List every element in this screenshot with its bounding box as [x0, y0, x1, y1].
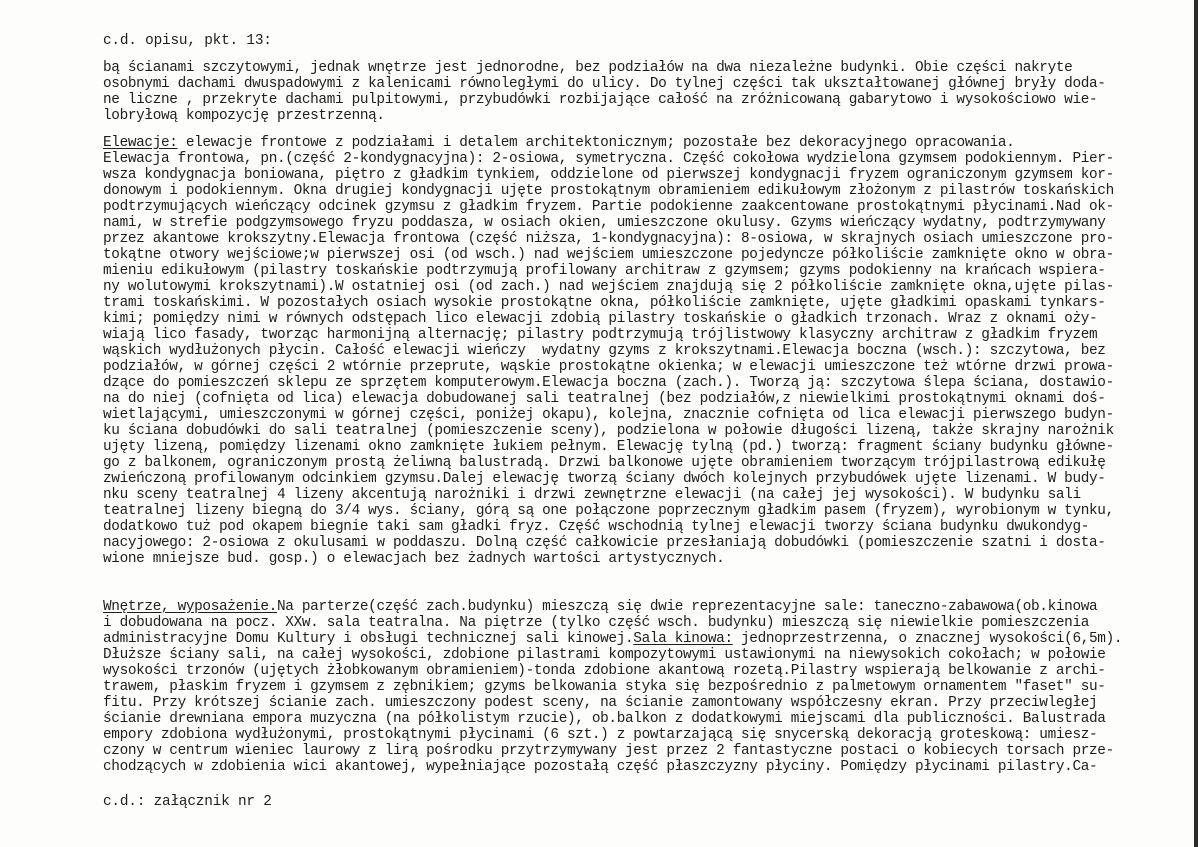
text-span: administracyjne Domu Kultury i obsługi technicznej sali kinowej.: [103, 631, 634, 647]
text-line: osobnymi dachami dwuspadowymi z kalenicami równoległymi do ulicy. Do tylnej części tak ukształtowanej głównej bryły doda-: [103, 76, 1106, 92]
text-line: trami toskańskimi. W pozostałych osiach wysokie prostokątne okna, półkoliście zamknięte, ujęte gładkimi opaskami tynkars-: [103, 295, 1106, 311]
text-line: ne liczne , przekryte dachami pulpitowymi, przybudówki rozbijające całość na zróżnicowaną gabarytowo i wysokościowo wie-: [103, 92, 1098, 108]
section-heading-wnetrze: Wnętrze, wyposażenie.: [103, 599, 278, 615]
text-line: dzące do pomieszczeń sklepu ze sprzętem komputerowym.Elewacja boczna (zach.). Tworzą ją: szczytowa ślepa ściana, dostawio-: [103, 375, 1114, 391]
text-line: lobryłową kompozycję przestrzenną.: [103, 108, 385, 124]
text-span: elewacje frontowe z podziałami i detalem architektonicznym; pozostałe bez dekoracyjnego opracowania.: [177, 135, 1015, 151]
text-line: [103, 135, 1183, 151]
text-line: [103, 599, 1183, 615]
section-heading-elewacje: Elewacje:: [103, 135, 178, 151]
text-line: empory zdobiona wydłużonymi, prostokątnymi płycinami (6 szt.) z powtarzającą się snycerską dekoracją groteskową: umiesz-: [103, 727, 1098, 743]
text-line: nacyjowego: 2-osiowa z okulusami w poddaszu. Dolną część całkowicie przesłaniają dobudówki (pomieszczenie szatni i dosta-: [103, 535, 1106, 551]
text-line: [103, 631, 1183, 647]
text-line: nku sceny teatralnej 4 lizeny akcentują narożniki i drzwi zewnętrzne elewacji (na całej jej wysokości). W budynku sali: [103, 487, 1081, 503]
text-line: przez akantowe krokszytny.Elewacja frontowa (część niższa, 1-kondygnacyjna): 8-osiowa, w skrajnych osiach umieszczone pro-: [103, 231, 1114, 247]
section-heading-sala-kinowa: Sala kinowa:: [633, 631, 733, 647]
text-line: tokątne otwory wejściowe;w pierwszej osi (od wsch.) nad wejściem umieszczone pojedyncze półkoliście zamknięte okno w obra-: [103, 247, 1114, 263]
text-span: jednoprzestrzenna, o znacznej wysokości(6,5m).: [732, 631, 1123, 647]
text-line: bą ścianami szczytowymi, jednak wnętrze jest jednorodne, bez podziałów na dwa niezależne budynki. Obie części nakryte: [103, 60, 1073, 76]
text-line: Elewacja frontowa, pn.(część 2-kondygnacyjna): 2-osiowa, symetryczna. Część cokołowa wydzielona gzymsem podokiennym. Pier-: [103, 151, 1114, 167]
text-line: wiają lico fasady, tworząc harmonijną alternację; pilastry podtrzymują trójlistwowy klasyczny architraw z gładkim fryzem: [103, 327, 1098, 343]
page-header: c.d. opisu, pkt. 13:: [103, 33, 272, 49]
text-line: mieniu edikułowym (pilastry toskańskie podtrzymują profilowany architraw z gzymsem; gzyms podokienny na krańcach wspiera-: [103, 263, 1106, 279]
text-line: podziałów, w górnej części 2 wtórnie przeprute, wąskie prostokątne okienka; w elewacji umieszczone też wtórne drzwi prowa-: [103, 359, 1114, 375]
text-line: teatralnej lizeny biegną do 3/4 wys. ściany, górą są one połączone poprzecznym gładkim pasem (fryzem), wyrobionym w tynku,: [103, 503, 1114, 519]
text-line: wsza kondygnacja boniowana, piętro z gładkim tynkiem, oddzielone od pierwszej kondygnacji fryzem ograniczonym gzymsem kor-: [103, 167, 1114, 183]
text-line: podtrzymujących wieńczący odcinek gzymsu z gładkim fryzem. Partie podokienne zaakcentowane prostokątnymi płycinami.Nad ok-: [103, 199, 1114, 215]
text-line: zwieńczoną profilowanym odcinkiem gzymsu.Dalej elewację tworzą ściany dwóch kolejnych przybudówek ujęte lizenami. W budy-: [103, 471, 1106, 487]
text-line: go z balkonem, ograniczonym prostą żeliwną balustradą. Drzwi balkonowe ujęte obramieniem tworzącym trójpilastrową edikułę: [103, 455, 1106, 471]
text-line: wąskich wydłużonych płycin. Całość elewacji wieńczy wydatny gzyms z krokszytnami.Elewacja boczna (wsch.): szczytowa, bez: [103, 343, 1106, 359]
text-line: dodatkowo tuż pod okapem biegnie taki sam gładki fryz. Część wschodnią tylnej elewacji tworzy ściana budynku dwukondyg-: [103, 519, 1090, 535]
text-line: wysokości trzonów (ujętych żłobkowanym obramieniem)-tonda zdobione akantową rozetą.Pilastry wspierają belkowanie z archi-: [103, 663, 1106, 679]
page-footer: c.d.: załącznik nr 2: [103, 794, 272, 810]
text-line: Dłuższe ściany sali, na całej wysokości, zdobione pilastrami kompozytowymi ustawionymi na niewysokich cokołach; w połowie: [103, 647, 1106, 663]
text-line: trawem, płaskim fryzem i gzymsem z zębnikiem; gzyms belkowania styka się bezpośrednio z palmetowym ornamentem "faset" su-: [103, 679, 1106, 695]
text-line: chodzących w zdobienia wici akantowej, wypełniające pozostałą część płaszczyzny płyciny. Pomiędzy płycinami pilastry.Ca-: [103, 759, 1098, 775]
text-line: czony w centrum wieniec laurowy z lirą pośrodku przytrzymywany jest przez 2 fantastyczne postaci o kobiecych torsach prze-: [103, 743, 1114, 759]
text-line: kimi; pomiędzy nimi w równych odstępach lico elewacji zdobią pilastry toskańskie o gładkich trzonach. Wraz z oknami oży-: [103, 311, 1098, 327]
text-line: wione mniejsze bud. gosp.) o elewacjach bez żadnych wartości artystycznych.: [103, 551, 725, 567]
text-line: ścianie drewniana empora muzyczna (na półkolistym rzucie), ob.balkon z dodatkowymi miejscami dla publiczności. Balustrada: [103, 711, 1106, 727]
text-line: donowym i podokiennym. Okna drugiej kondygnacji ujęte prostokątnym obramieniem edikułowym złożonym z pilastrów toskańskich: [103, 183, 1114, 199]
text-line: fitu. Przy krótszej ścianie zach. umieszczony podest sceny, na ścianie zamontowany współczesny ekran. Przy przeciwległej: [103, 695, 1098, 711]
text-line: nami, w strefie podgzymsowego fryzu poddasza, w osiach okien, umieszczone okulusy. Gzyms wieńczący wydatny, podtrzymywany: [103, 215, 1106, 231]
text-line: na do niej (cofnięta od lica) elewacja dobudowanej sali teatralnej (bez podziałów,z niewielkimi prostokątnymi oknami doś-: [103, 391, 1106, 407]
text-span: Na parterze(część zach.budynku) mieszczą się dwie reprezentacyjne sale: taneczno-zabawowa(ob.kinowa: [277, 599, 1098, 615]
text-line: wietlającymi, umieszczonymi w górnej części, poniżej okapu), kolejna, znacznie cofnięta od lica elewacji pierwszego budyn-: [103, 407, 1114, 423]
text-line: ku ściana dobudówki do sali teatralnej (pomieszczenie sceny), podzielona w połowie długości lizeną, także skrajny narożnik: [103, 423, 1114, 439]
text-line: i dobudowana na pocz. XXw. sala teatralna. Na piętrze (tylko część wsch. budynku) mieszczą się niewielkie pomieszczenia: [103, 615, 1090, 631]
text-line: ny wolutowymi krokszytnami).W ostatniej osi (od zach.) nad wejściem znajdują się 2 półkoliście zamknięte okna,ujęte pilas-: [103, 279, 1114, 295]
text-line: ujęty lizeną, pomiędzy lizenami okno zamknięte łukiem pełnym. Elewację tylną (pd.) tworzą: fragment ściany budynku główne-: [103, 439, 1114, 455]
